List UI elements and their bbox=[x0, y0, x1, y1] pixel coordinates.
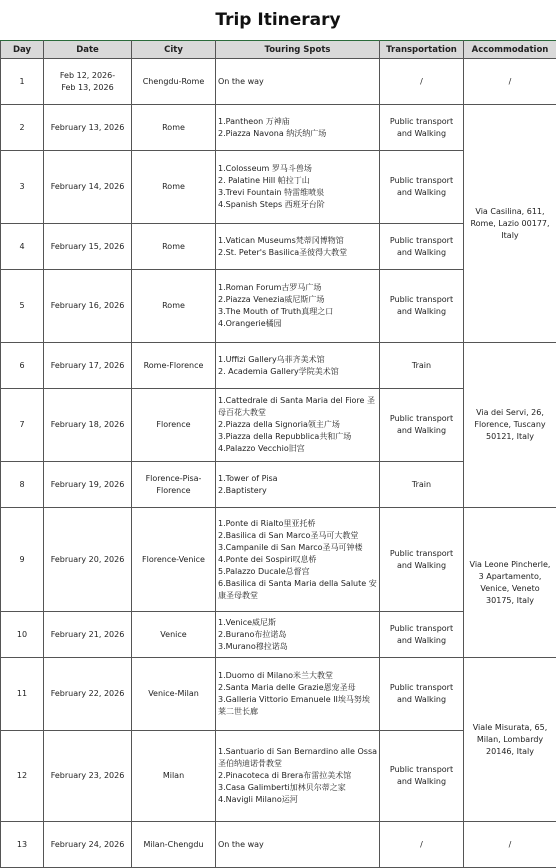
accommodation-cell: Via Leone Pincherle, 3 Apartamento, Venice, Veneto 30175, Italy bbox=[464, 508, 556, 658]
touring-spot: 1.Vatican Museums梵蒂冈博物馆 bbox=[218, 235, 377, 247]
touring-spot: 6.Basilica di Santa Maria della Salute 安康圣母教堂 bbox=[218, 578, 377, 602]
touring-spot: 1.Duomo di Milano米兰大教堂 bbox=[218, 670, 377, 682]
touring-spot: 1.Ponte di Rialto里亚托桥 bbox=[218, 518, 377, 530]
date-cell: February 14, 2026 bbox=[44, 151, 132, 224]
city-cell: Rome-Florence bbox=[132, 343, 216, 389]
touring-spot: 2.St. Peter's Basilica圣彼得大教堂 bbox=[218, 247, 377, 259]
transportation-cell: Public transport and Walking bbox=[380, 151, 464, 224]
date-cell: February 18, 2026 bbox=[44, 389, 132, 462]
city-cell: Milan bbox=[132, 731, 216, 822]
date-cell: February 16, 2026 bbox=[44, 270, 132, 343]
table-row bbox=[1, 343, 556, 389]
day-cell: 3 bbox=[1, 151, 44, 224]
touring-spot: 1.Pantheon 万神庙 bbox=[218, 116, 377, 128]
accommodation-cell: / bbox=[464, 822, 556, 868]
table-row bbox=[1, 105, 556, 151]
date-cell: February 13, 2026 bbox=[44, 105, 132, 151]
touring-spot: 2.Basilica di San Marco圣马可大教堂 bbox=[218, 530, 377, 542]
day-cell: 13 bbox=[1, 822, 44, 868]
accommodation-cell: Via Casilina, 611, Rome, Lazio 00177, Italy bbox=[464, 105, 556, 343]
city-cell: Rome bbox=[132, 105, 216, 151]
touring-spot: 1.Roman Forum古罗马广场 bbox=[218, 282, 377, 294]
touring-spot: 4.Palazzo Vecchio旧宫 bbox=[218, 443, 377, 455]
touring-spots-cell bbox=[216, 343, 380, 389]
touring-spot: 3.The Mouth of Truth真理之口 bbox=[218, 306, 377, 318]
touring-spots-cell bbox=[216, 270, 380, 343]
transportation-cell: Public transport and Walking bbox=[380, 731, 464, 822]
touring-spot: 1.Uffizi Gallery乌菲齐美术馆 bbox=[218, 354, 377, 366]
day-cell: 7 bbox=[1, 389, 44, 462]
touring-spots-cell bbox=[216, 462, 380, 508]
day-cell: 1 bbox=[1, 59, 44, 105]
touring-spot: 1.Tower of Pisa bbox=[218, 473, 377, 485]
table-row bbox=[1, 59, 556, 105]
accommodation-cell: Viale Misurata, 65, Milan, Lombardy 20146, Italy bbox=[464, 658, 556, 822]
city-cell: Chengdu-Rome bbox=[132, 59, 216, 105]
day-cell: 10 bbox=[1, 612, 44, 658]
date-cell: February 17, 2026 bbox=[44, 343, 132, 389]
table-row bbox=[1, 658, 556, 731]
header-transportation: Transportation bbox=[380, 41, 464, 59]
touring-spot: 4.Spanish Steps 西班牙台阶 bbox=[218, 199, 377, 211]
touring-spots-cell bbox=[216, 224, 380, 270]
transportation-cell: Public transport and Walking bbox=[380, 105, 464, 151]
touring-spot: 3.Galleria Vittorio Emanuele II埃马努埃莱二世长廊 bbox=[218, 694, 377, 718]
touring-spot: 2.Burano布拉诺岛 bbox=[218, 629, 377, 641]
day-cell: 9 bbox=[1, 508, 44, 612]
day-cell: 5 bbox=[1, 270, 44, 343]
day-cell: 2 bbox=[1, 105, 44, 151]
date-cell: February 23, 2026 bbox=[44, 731, 132, 822]
header-city: City bbox=[132, 41, 216, 59]
touring-spots-cell bbox=[216, 59, 380, 105]
touring-spot: 1.Cattedrale di Santa Maria del Fiore 圣母百花大教堂 bbox=[218, 395, 377, 419]
page-title: Trip Itinerary bbox=[0, 0, 556, 40]
header-touring-spots: Touring Spots bbox=[216, 41, 380, 59]
touring-spots-cell bbox=[216, 731, 380, 822]
touring-spot: 2.Piazza della Signoria领主广场 bbox=[218, 419, 377, 431]
touring-spot: 3.Campanile di San Marco圣马可钟楼 4.Ponte dei Sospiri叹息桥 bbox=[218, 542, 377, 566]
date-cell: February 21, 2026 bbox=[44, 612, 132, 658]
transportation-cell: Public transport and Walking bbox=[380, 508, 464, 612]
date-cell: Feb 12, 2026- Feb 13, 2026 bbox=[44, 59, 132, 105]
touring-spot: 2. Palatine Hill 帕拉丁山 bbox=[218, 175, 377, 187]
header-row bbox=[1, 41, 556, 59]
day-cell: 8 bbox=[1, 462, 44, 508]
city-cell: Venice-Milan bbox=[132, 658, 216, 731]
header-date: Date bbox=[44, 41, 132, 59]
date-cell: February 15, 2026 bbox=[44, 224, 132, 270]
touring-spot: 2.Baptistery bbox=[218, 485, 377, 497]
transportation-cell: Public transport and Walking bbox=[380, 270, 464, 343]
touring-spot: On the way bbox=[218, 76, 377, 88]
day-cell: 11 bbox=[1, 658, 44, 731]
itinerary-table bbox=[0, 40, 556, 868]
transportation-cell: Public transport and Walking bbox=[380, 224, 464, 270]
touring-spot: 2.Piazza Navona 纳沃纳广场 bbox=[218, 128, 377, 140]
touring-spot: 3.Casa Galimberti加林贝尔蒂之家 bbox=[218, 782, 377, 794]
city-cell: Florence-Venice bbox=[132, 508, 216, 612]
touring-spot: 4.Orangerie橘园 bbox=[218, 318, 377, 330]
header-accommodation: Accommodation bbox=[464, 41, 556, 59]
table-row bbox=[1, 822, 556, 868]
accommodation-cell: / bbox=[464, 59, 556, 105]
transportation-cell: Public transport and Walking bbox=[380, 612, 464, 658]
table-row bbox=[1, 508, 556, 612]
day-cell: 6 bbox=[1, 343, 44, 389]
touring-spot: 1.Venice威尼斯 bbox=[218, 617, 377, 629]
touring-spot: 2.Pinacoteca di Brera布雷拉美术馆 bbox=[218, 770, 377, 782]
touring-spot: 1.Santuario di San Bernardino alle Ossa bbox=[218, 746, 377, 758]
city-cell: Florence bbox=[132, 389, 216, 462]
transportation-cell: Public transport and Walking bbox=[380, 389, 464, 462]
day-cell: 4 bbox=[1, 224, 44, 270]
accommodation-cell: Via dei Servi, 26, Florence, Tuscany 50121, Italy bbox=[464, 343, 556, 508]
touring-spots-cell bbox=[216, 658, 380, 731]
touring-spot: 1.Colosseum 罗马斗兽场 bbox=[218, 163, 377, 175]
transportation-cell: / bbox=[380, 59, 464, 105]
touring-spot: 2.Piazza Venezia威尼斯广场 bbox=[218, 294, 377, 306]
day-cell: 12 bbox=[1, 731, 44, 822]
touring-spot: On the way bbox=[218, 839, 377, 851]
touring-spot: 2. Academia Gallery学院美术馆 bbox=[218, 366, 377, 378]
touring-spots-cell bbox=[216, 612, 380, 658]
transportation-cell: / bbox=[380, 822, 464, 868]
city-cell: Rome bbox=[132, 224, 216, 270]
touring-spot: 3.Trevi Fountain 特雷维喷泉 bbox=[218, 187, 377, 199]
city-cell: Rome bbox=[132, 270, 216, 343]
city-cell: Milan-Chengdu bbox=[132, 822, 216, 868]
transportation-cell: Public transport and Walking bbox=[380, 658, 464, 731]
touring-spots-cell bbox=[216, 508, 380, 612]
transportation-cell: Train bbox=[380, 343, 464, 389]
city-cell: Venice bbox=[132, 612, 216, 658]
touring-spots-cell bbox=[216, 151, 380, 224]
date-cell: February 20, 2026 bbox=[44, 508, 132, 612]
city-cell: Rome bbox=[132, 151, 216, 224]
date-cell: February 19, 2026 bbox=[44, 462, 132, 508]
touring-spot: 5.Palazzo Ducale总督宫 bbox=[218, 566, 377, 578]
date-cell: February 24, 2026 bbox=[44, 822, 132, 868]
touring-spots-cell bbox=[216, 822, 380, 868]
touring-spot: 3.Piazza della Repubblica共和广场 bbox=[218, 431, 377, 443]
city-cell: Florence-Pisa-Florence bbox=[132, 462, 216, 508]
touring-spot: 3.Murano穆拉诺岛 bbox=[218, 641, 377, 653]
header-day: Day bbox=[1, 41, 44, 59]
touring-spot: 4.Navigli Milano运河 bbox=[218, 794, 377, 806]
touring-spots-cell bbox=[216, 389, 380, 462]
touring-spot: 2.Santa Maria delle Grazie恩宠圣母 bbox=[218, 682, 377, 694]
touring-spots-cell bbox=[216, 105, 380, 151]
touring-spot: 圣伯纳迪诺骨教堂 bbox=[218, 758, 377, 770]
date-cell: February 22, 2026 bbox=[44, 658, 132, 731]
transportation-cell: Train bbox=[380, 462, 464, 508]
